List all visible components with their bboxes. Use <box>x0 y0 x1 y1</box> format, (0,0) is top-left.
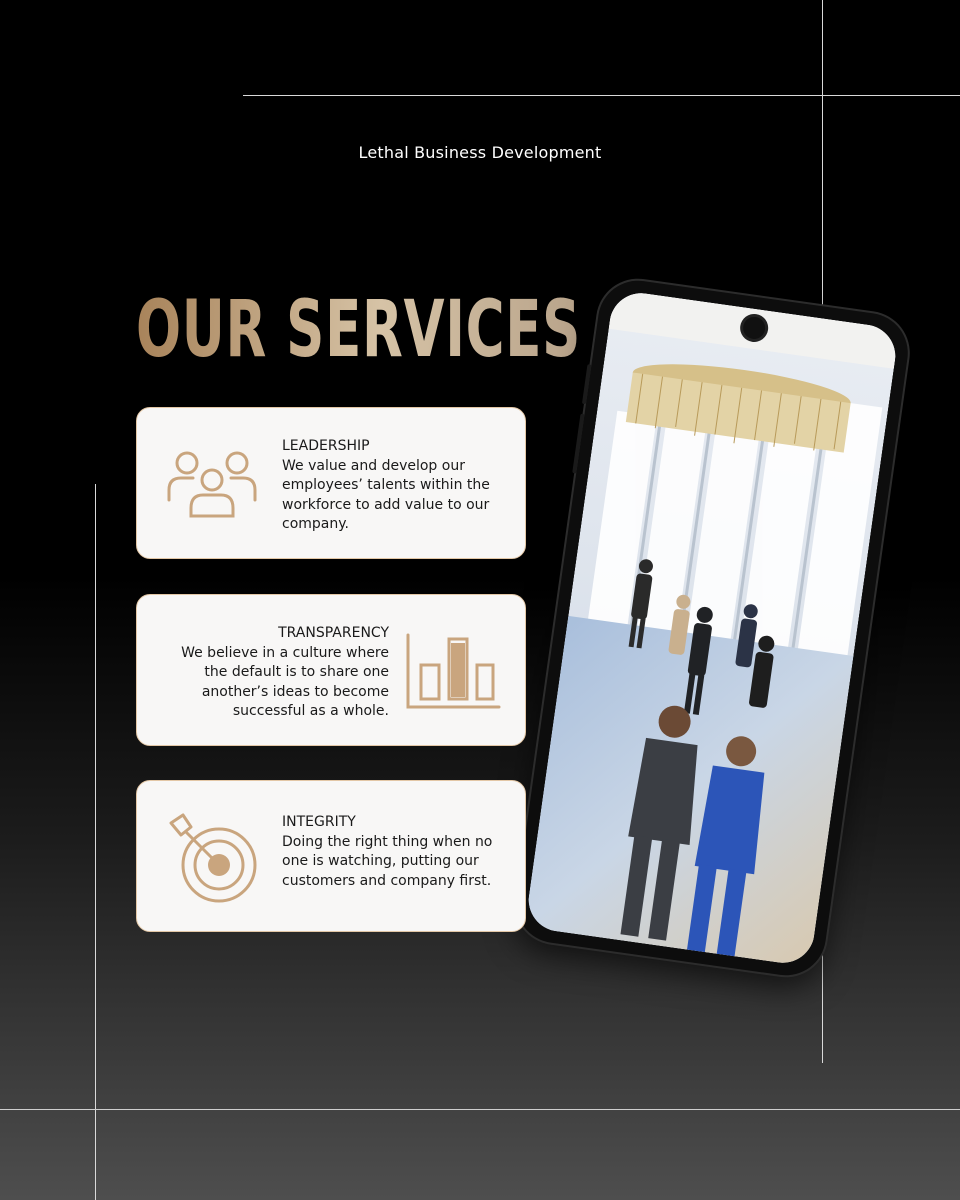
brand-name: Lethal Business Development <box>358 143 602 162</box>
phone-mockup <box>511 276 913 981</box>
bar-chart-icon <box>405 633 501 713</box>
service-heading: LEADERSHIP <box>282 438 370 454</box>
service-description: We value and develop our employees’ talents within the workforce to add value to our company. <box>282 457 490 532</box>
phone-side-button <box>582 364 592 404</box>
event-photo <box>525 289 900 967</box>
service-card-integrity <box>136 780 526 932</box>
service-card-transparency <box>136 594 526 746</box>
service-text <box>159 624 389 722</box>
service-text <box>282 813 507 891</box>
target-icon <box>165 811 261 907</box>
frame-line-left <box>95 484 96 1200</box>
service-description: We believe in a culture where the default is to share one another’s ideas to become successful as a whole. <box>181 644 389 719</box>
frame-line-top <box>243 95 960 96</box>
service-heading: TRANSPARENCY <box>278 625 389 641</box>
phone-screen-photo <box>525 289 900 967</box>
service-text <box>282 437 507 535</box>
service-heading: INTEGRITY <box>282 814 356 830</box>
service-card-leadership <box>136 407 526 559</box>
phone-side-button <box>572 414 584 474</box>
page-title: OUR SERVICES <box>136 282 581 378</box>
service-description: Doing the right thing when no one is watching, putting our customers and company first. <box>282 833 493 889</box>
frame-line-bottom <box>0 1109 960 1110</box>
team-icon <box>165 450 259 520</box>
